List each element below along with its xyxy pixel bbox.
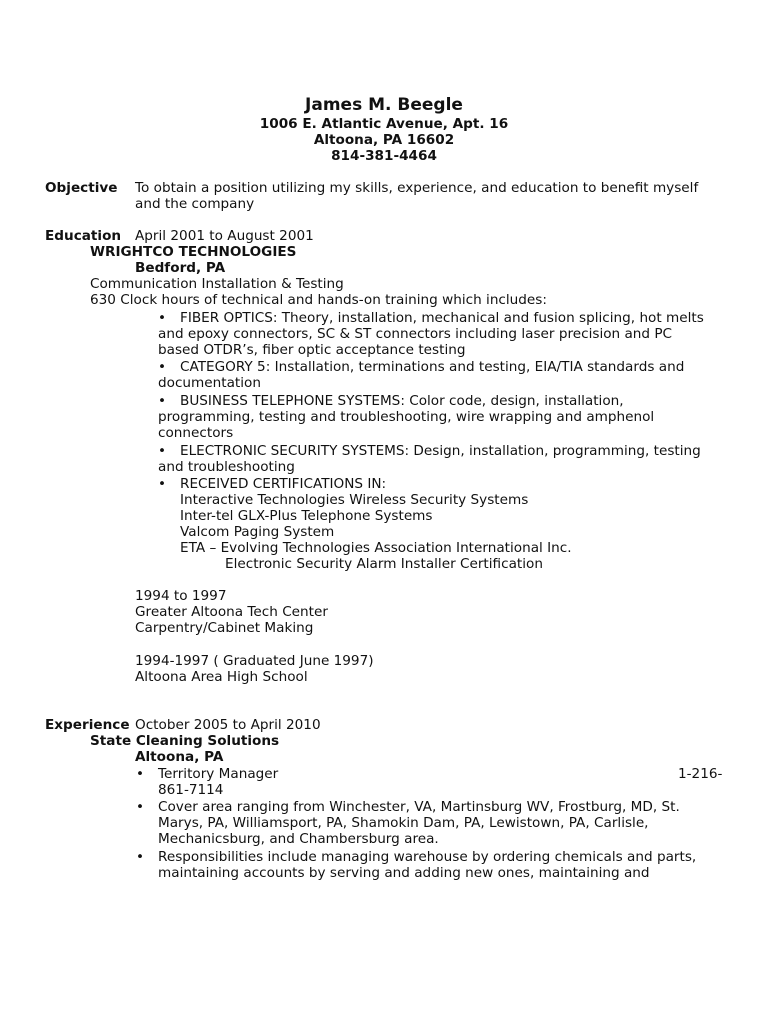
candidate-name: James M. Beegle [305, 95, 463, 115]
bullet-dot: • [158, 476, 167, 492]
education-school-1: WRIGHTCO TECHNOLOGIES [90, 244, 297, 260]
education-hours-1: 630 Clock hours of technical and hands-on training which includes: [90, 292, 547, 308]
bullet-dot: • [136, 849, 145, 865]
experience-label: Experience [45, 717, 130, 733]
address-line-2: Altoona, PA 16602 [313, 132, 455, 148]
edu-bullet-4-line-2: and troubleshooting [158, 459, 295, 475]
bullet-dot: • [158, 393, 167, 409]
education-date-2: 1994 to 1997 [135, 588, 227, 604]
education-school-2: Greater Altoona Tech Center [135, 604, 328, 620]
exp-bullet-3-line-1: Responsibilities include managing warehouse by ordering chemicals and parts, [158, 849, 697, 865]
cert-item: Electronic Security Alarm Installer Certification [225, 556, 543, 572]
exp-bullet-1-line-1: Territory Manager [158, 766, 279, 782]
edu-bullet-1-line-2: and epoxy connectors, SC & ST connectors including laser precision and PC [158, 326, 673, 342]
bullet-dot: • [136, 766, 145, 782]
experience-company-1: State Cleaning Solutions [90, 733, 280, 749]
objective-label: Objective [45, 180, 118, 196]
edu-bullet-4-line-1: ELECTRONIC SECURITY SYSTEMS: Design, installation, programming, testing [180, 443, 701, 459]
objective-text-line-1: To obtain a position utilizing my skills, experience, and education to benefit myself [135, 180, 699, 196]
cert-item: Valcom Paging System [180, 524, 335, 540]
exp-bullet-2-line-3: Mechanicsburg, and Chambersburg area. [158, 831, 439, 847]
bullet-dot: • [158, 310, 167, 326]
education-program-2: Carpentry/Cabinet Making [135, 620, 314, 636]
exp-bullet-3-line-2: maintaining accounts by serving and adding new ones, maintaining and [158, 865, 650, 881]
experience-date-1: October 2005 to April 2010 [135, 717, 321, 733]
education-label: Education [45, 228, 122, 244]
bullet-dot: • [158, 443, 167, 459]
cert-item: Inter-tel GLX-Plus Telephone Systems [180, 508, 433, 524]
exp-bullet-2-line-2: Marys, PA, Williamsport, PA, Shamokin Dam, PA, Lewistown, PA, Carlisle, [158, 815, 649, 831]
education-location-1: Bedford, PA [135, 260, 226, 276]
education-date-3: 1994-1997 ( Graduated June 1997) [135, 653, 374, 669]
objective-text-line-2: and the company [135, 196, 255, 212]
cert-item: ETA – Evolving Technologies Association International Inc. [180, 540, 572, 556]
edu-bullet-3-line-1: BUSINESS TELEPHONE SYSTEMS: Color code, design, installation, [180, 393, 624, 409]
edu-bullet-2-line-2: documentation [158, 375, 261, 391]
exp-bullet-2-line-1: Cover area ranging from Winchester, VA, Martinsburg WV, Frostburg, MD, St. [158, 799, 680, 815]
bullet-dot: • [158, 359, 167, 375]
exp-bullet-1-phone-start: 1-216- [678, 766, 723, 782]
cert-item: Interactive Technologies Wireless Security Systems [180, 492, 529, 508]
edu-bullet-1-line-3: based OTDR’s, fiber optic acceptance testing [158, 342, 466, 358]
edu-bullet-3-line-2: programming, testing and troubleshooting, wire wrapping and amphenol [158, 409, 655, 425]
edu-bullet-2-line-1: CATEGORY 5: Installation, terminations and testing, EIA/TIA standards and [180, 359, 685, 375]
exp-bullet-1-line-2: 861-7114 [158, 782, 224, 798]
experience-location-1: Altoona, PA [135, 749, 224, 765]
education-program-1: Communication Installation & Testing [90, 276, 344, 292]
address-line-1: 1006 E. Atlantic Avenue, Apt. 16 [259, 116, 509, 132]
phone-number: 814-381-4464 [331, 148, 437, 164]
education-date-1: April 2001 to August 2001 [135, 228, 314, 244]
edu-bullet-5-line-1: RECEIVED CERTIFICATIONS IN: [180, 476, 387, 492]
edu-bullet-1-line-1: FIBER OPTICS: Theory, installation, mechanical and fusion splicing, hot melts [180, 310, 704, 326]
education-school-3: Altoona Area High School [135, 669, 308, 685]
bullet-dot: • [136, 799, 145, 815]
edu-bullet-3-line-3: connectors [158, 425, 234, 441]
